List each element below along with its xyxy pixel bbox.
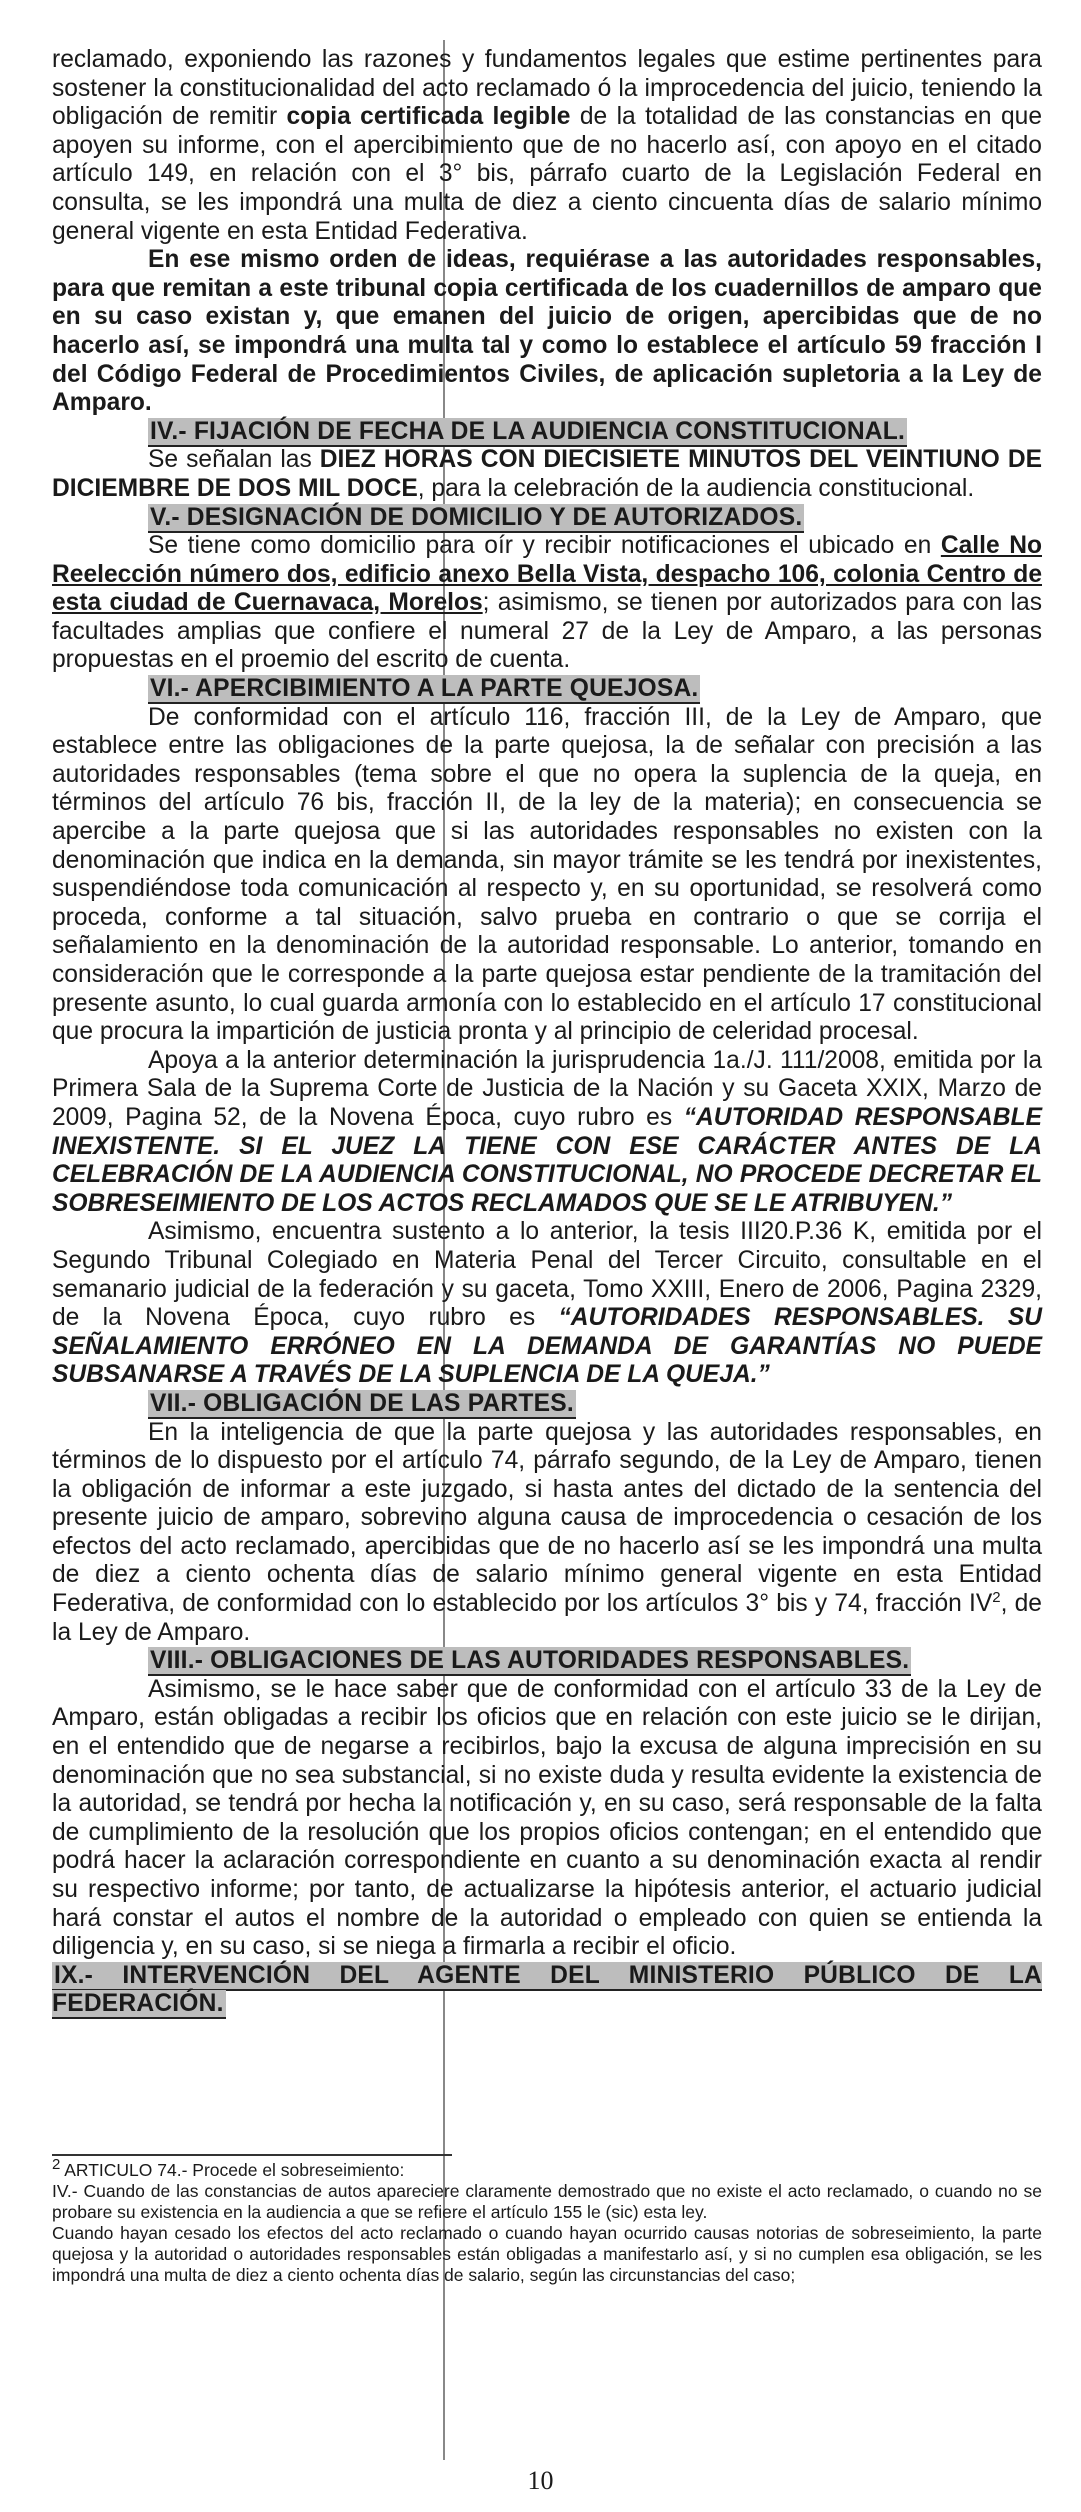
paragraph: Asimismo, se le hace saber que de conformidad con el artículo 33 de la Ley de Amparo, están obligadas a recibir los oficios que en relación con este juicio se le dirijan, en el entendido que de negarse a recibirlos, bajo la excusa de alguna imprecisión en su denominación que no sea substancial, si no existe duda y resulta evidente la existencia de la autoridad, se tendrá por hecha la notificación y, en su caso, será responsable de la falta de cumplimiento de la resolución que los propios oficios contengan; en el entendido que podrá hacer la aclaración correspondiente en cuanto a su denominación exacta al rendir su respectivo informe; por tanto, de actualizarse la hipótesis anterior, el actuario judicial hará constar el autos el nombre de la autoridad o empleado con quien se entienda la diligencia y, en su caso, si se niega a firmarla a recibir el oficio. bbox=[52, 1675, 1042, 1961]
section-heading-v bbox=[52, 504, 1042, 533]
heading-text: VI.- APERCIBIMIENTO A LA PARTE QUEJOSA. bbox=[150, 675, 699, 703]
text: , de la Ley de Amparo. bbox=[52, 1590, 1042, 1646]
address-text: Calle No Reelección número dos, edificio anexo Bella Vista, despacho 106, colonia Centro de esta ciudad de Cuernavaca, Morelos bbox=[52, 532, 1042, 617]
bold-text: copia certificada legible bbox=[286, 103, 571, 131]
bold-text: DIEZ HORAS CON DIECISIETE MINUTOS DEL VEINTIUNO DE DICIEMBRE DE DOS MIL DOCE bbox=[52, 446, 1042, 502]
footnote-number: 2 bbox=[52, 2156, 61, 2174]
heading-text: IV.- FIJACIÓN DE FECHA DE LA AUDIENCIA CONSTITUCIONAL. bbox=[150, 417, 906, 445]
section-heading-vi bbox=[52, 675, 1042, 704]
text: Se tiene como domicilio para oír y recibir notificaciones el ubicado en bbox=[148, 532, 941, 560]
citation-title: “AUTORIDAD RESPONSABLE INEXISTENTE. SI EL JUEZ LA TIENE CON ESE CARÁCTER ANTES DE LA CELEBRACIÓN DE LA AUDIENCIA CONSTITUCIONAL, NO PROCEDE DECRETAR EL SOBRESEIMIENTO DE LOS ACTOS RECLAMADOS QUE SE LE ATRIBUYEN.” bbox=[52, 1103, 1042, 1217]
paragraph bbox=[52, 46, 1042, 246]
heading-text: IX.- INTERVENCIÓN DEL AGENTE DEL MINISTERIO PÚBLICO DE LA FEDERACIÓN. bbox=[52, 1961, 1042, 2018]
footnote-ref: 2 bbox=[992, 1588, 1001, 1606]
heading-text: VIII.- OBLIGACIONES DE LAS AUTORIDADES RESPONSABLES. bbox=[150, 1647, 910, 1675]
text: ARTICULO 74.- Procede el sobreseimiento: bbox=[60, 2160, 405, 2180]
paragraph-bold: En ese mismo orden de ideas, requiérase a las autoridades responsables, para que remitan a este tribunal copia certificada de los cuadernillos de amparo que en su caso existan y, que emanen del juicio de origen, apercibidas que de no hacerlo así, se impondrá una multa tal y como lo establece el artículo 59 fracción I del Código Federal de Procedimientos Civiles, de aplicación supletoria a la Ley de Amparo. bbox=[52, 246, 1042, 417]
text: reclamado, exponiendo las razones y fundamentos legales que estime pertinentes para sostener la constitucionalidad del acto reclamado ó la improcedencia del juicio, teniendo la obligación de remitir bbox=[52, 46, 1042, 131]
footnote: Cuando hayan cesado los efectos del acto reclamado o cuando hayan ocurrido causas notorias de sobreseimiento, la parte quejosa y la autoridad o autoridades responsables están obligadas a manifestarlo así, y si no cumplen esa obligación, se les impondrá una multa de diez a ciento ochenta días de salario, según las circunstancias del caso; bbox=[52, 2223, 1042, 2285]
paragraph: De conformidad con el artículo 116, fracción III, de la Ley de Amparo, que establece entre las obligaciones de la parte quejosa, la de señalar con precisión a las autoridades responsables (tema sobre el que no opera la suplencia de la queja, en términos del artículo 76 bis, fracción II, de la ley de la materia); en consecuencia se apercibe a la parte quejosa que si las autoridades responsables no existen con la denominación que indica en la demanda, sin mayor trámite se les tendrá por inexistentes, suspendiéndose toda comunicación al respecto y, en su oportunidad, se resolverá como proceda, conforme a tal situación, salvo prueba en contrario o que se corrija el señalamiento en la denominación de la autoridad responsable. Lo anterior, tomando en consideración que le corresponde a la parte quejosa estar pendiente de la tramitación del presente asunto, lo cual guarda armonía con lo establecido en el artículo 17 constitucional que procura la impartición de justicia pronta y al principio de celeridad procesal. bbox=[52, 703, 1042, 1046]
footnote: IV.- Cuando de las constancias de autos apareciere claramente demostrado que no existe el acto reclamado, o cuando no se probare su existencia en la audiencia a que se refiere el artículo 155 le (sic) esta ley. bbox=[52, 2181, 1042, 2222]
section-heading-vii bbox=[52, 1390, 1042, 1419]
paragraph bbox=[52, 446, 1042, 503]
page-number: 10 bbox=[527, 2466, 554, 2495]
text: de la totalidad de las constancias en que apoyen su informe, con el apercibimiento que de no hacerlo así, con apoyo en el citado artículo 149, en relación con el 3° bis, párrafo cuarto de la Legislación Federal en consulta, se les impondrá una multa de diez a ciento cincuenta días de salario mínimo general vigente en esta Entidad Federativa. bbox=[52, 103, 1042, 245]
section-heading-viii bbox=[52, 1647, 1042, 1676]
section-heading-ix bbox=[52, 1962, 1042, 2019]
footnotes bbox=[52, 2156, 1042, 2286]
footnote bbox=[52, 2156, 1042, 2181]
document-body bbox=[52, 46, 1042, 2019]
text: En la inteligencia de que la parte quejosa y las autoridades responsables, en términos de lo dispuesto por el artículo 74, párrafo segundo, de la Ley de Amparo, tienen la obligación de informar a este juzgado, si hasta antes del dictado de la sentencia del presente juicio de amparo, sobrevino alguna causa de improcedencia o cesación de los efectos del acto reclamado, apercibidas que de no hacerlo así se les impondrá una multa de diez a ciento ochenta días de salario mínimo general vigente en esta Entidad Federativa, de conformidad con lo establecido por los artículos 3° bis y 74, fracción IV bbox=[52, 1418, 1042, 1618]
paragraph bbox=[52, 1047, 1042, 1219]
footnote-divider bbox=[52, 2154, 452, 2156]
heading-text: V.- DESIGNACIÓN DE DOMICILIO Y DE AUTORIZADOS. bbox=[150, 503, 803, 531]
citation-title: “AUTORIDADES RESPONSABLES. SU SEÑALAMIENTO ERRÓNEO EN LA DEMANDA DE GARANTÍAS NO PUEDE SUBSANARSE A TRAVÉS DE LA SUPLENCIA DE LA QUEJA.” bbox=[52, 1304, 1042, 1389]
paragraph bbox=[52, 1419, 1042, 1648]
text: Se señalan las bbox=[148, 446, 320, 474]
heading-text: VII.- OBLIGACIÓN DE LAS PARTES. bbox=[150, 1389, 574, 1417]
text: Apoya a la anterior determinación la jurisprudencia 1a./J. 111/2008, emitida por la Primera Sala de la Suprema Corte de Justicia de la Nación y su Gaceta XXIX, Marzo de 2009, Pagina 52, de la Novena Época, cuyo rubro es bbox=[52, 1046, 1042, 1131]
paragraph bbox=[52, 1218, 1042, 1390]
section-heading-iv bbox=[52, 418, 1042, 447]
text: Asimismo, encuentra sustento a lo anterior, la tesis III20.P.36 K, emitida por el Segundo Tribunal Colegiado en Materia Penal del Tercer Circuito, consultable en el semanario judicial de la federación y su gaceta, Tomo XXIII, Enero de 2006, Pagina 2329, de la Novena Época, cuyo rubro es bbox=[52, 1218, 1042, 1332]
text: , para la celebración de la audiencia constitucional. bbox=[417, 474, 975, 502]
paragraph bbox=[52, 532, 1042, 675]
text: ; asimismo, se tienen por autorizados para con las facultades amplias que confiere el numeral 27 de la Ley de Amparo, a las personas propuestas en el proemio del escrito de cuenta. bbox=[52, 589, 1042, 674]
